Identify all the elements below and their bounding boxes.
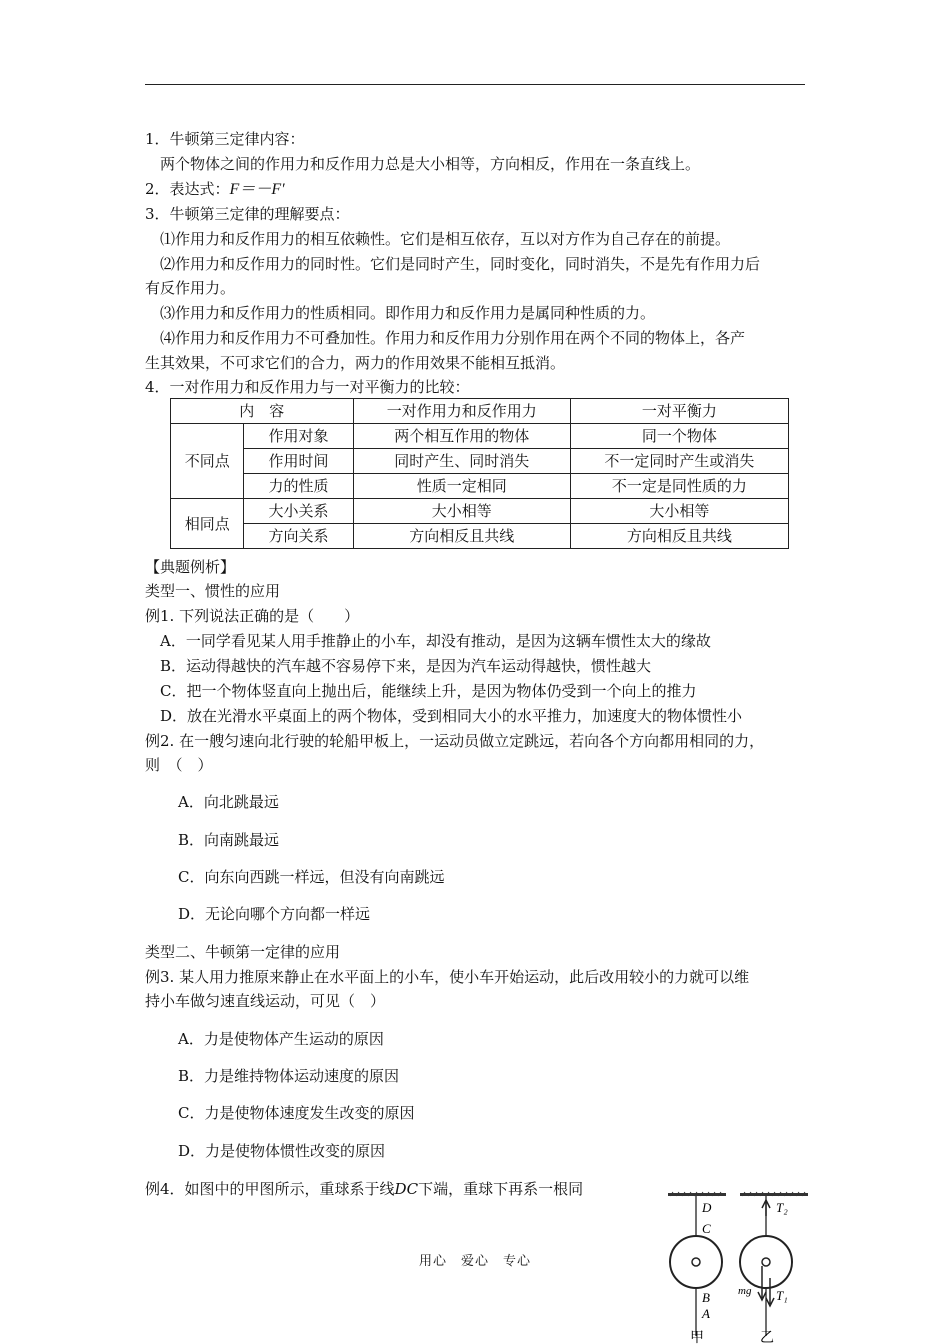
example-1-option-d: D．放在光滑水平桌面上的两个物体，受到相同大小的水平推力，加速度大的物体惯性小 — [160, 707, 743, 725]
point-2-line-1: ⑵作用力和反作用力的同时性。它们是同时产生，同时变化，同时消失，不是先有作用力后 — [160, 255, 761, 273]
example-3-question-line-1: 例3. 某人用力推原来静止在水平面上的小车，使小车开始运动，此后改用较小的力就可以维 — [145, 968, 750, 986]
table-cell: 同时产生、同时消失 — [353, 449, 570, 474]
t1-arrow-icon — [766, 1278, 774, 1306]
table-header-cell: 一对作用力和反作用力 — [353, 399, 570, 424]
ceiling-left — [668, 1192, 726, 1196]
label-c: C — [702, 1221, 711, 1236]
point-1: ⑴作用力和反作用力的相互依赖性。它们是相互依存，互以对方作为自己存在的前提。 — [160, 230, 731, 248]
compare-heading: 4．一对作用力和反作用力与一对平衡力的比较： — [145, 378, 470, 396]
type-1-heading: 类型一、惯性的应用 — [145, 582, 281, 600]
mg-arrow-icon — [758, 1266, 766, 1300]
table-cell: 大小关系 — [244, 499, 353, 524]
table-cell: 同一个物体 — [570, 424, 788, 449]
t2-arrow-icon — [762, 1200, 770, 1216]
example-2-option-d: D．无论向哪个方向都一样远 — [178, 905, 371, 923]
point-3: ⑶作用力和反作用力的性质相同。即作用力和反作用力是属同种性质的力。 — [160, 304, 656, 322]
example-3-option-c: C．力是使物体速度发生改变的原因 — [178, 1104, 415, 1122]
law-heading: 1．牛顿第三定律内容： — [145, 130, 305, 148]
example-3-question-line-2: 持小车做匀速直线运动，可见（ ） — [145, 992, 386, 1010]
table-row — [171, 424, 789, 449]
table-group-diff: 不同点 — [171, 424, 244, 499]
table-header-row — [171, 399, 789, 424]
examples-title: 【典题例析】 — [145, 558, 236, 576]
table-cell: 大小相等 — [353, 499, 570, 524]
example-1-question: 例1. 下列说法正确的是（ ） — [145, 607, 360, 625]
table-cell: 不一定是同性质的力 — [570, 474, 788, 499]
label-b: B — [702, 1290, 710, 1305]
table-row — [171, 449, 789, 474]
example-3-option-a: A．力是使物体产生运动的原因 — [178, 1030, 384, 1048]
example-4-dc: DC — [394, 1180, 419, 1198]
table-cell: 性质一定相同 — [353, 474, 570, 499]
table-row — [171, 499, 789, 524]
law-text: 两个物体之间的作用力和反作用力总是大小相等，方向相反，作用在一条直线上。 — [160, 155, 701, 173]
table-cell: 方向相反且共线 — [353, 524, 570, 549]
expression-line — [145, 178, 285, 201]
caption-right: 乙 — [760, 1330, 774, 1344]
ceiling-right — [740, 1192, 808, 1196]
header-rule — [145, 84, 805, 85]
example-2-option-a: A．向北跳最远 — [178, 793, 279, 811]
point-4-line-1: ⑷作用力和反作用力不可叠加性。作用力和反作用力分别作用在两个不同的物体上，各产 — [160, 329, 746, 347]
point-2-line-2: 有反作用力。 — [145, 279, 236, 297]
table-header-cell: 内 容 — [171, 399, 354, 424]
table-header-cell: 一对平衡力 — [570, 399, 788, 424]
table-cell: 两个相互作用的物体 — [353, 424, 570, 449]
example-1-option-b: B．运动得越快的汽车越不容易停下来，是因为汽车运动得越快，惯性越大 — [160, 657, 652, 675]
example-2-option-c: C．向东向西跳一样远，但没有向南跳远 — [178, 868, 445, 886]
label-t1: T₁ — [776, 1288, 788, 1303]
table-cell: 大小相等 — [570, 499, 788, 524]
table-group-same: 相同点 — [171, 499, 244, 549]
label-a: A — [702, 1306, 710, 1321]
comparison-table — [170, 398, 789, 549]
page-footer: 用心 爱心 专心 — [418, 1254, 531, 1269]
expression-label: 2．表达式： — [145, 180, 230, 198]
example-1-option-a: A．一同学看见某人用手推静止的小车，却没有推动，是因为这辆车惯性太大的缘故 — [160, 632, 711, 650]
example-3-option-d: D．力是使物体惯性改变的原因 — [178, 1142, 386, 1160]
type-2-heading: 类型二、牛顿第一定律的应用 — [145, 943, 341, 961]
caption-left: 甲 — [690, 1330, 704, 1344]
label-d: D — [702, 1200, 712, 1215]
example-4-text-pre: 例4．如图中的甲图所示，重球系于线 — [145, 1180, 395, 1198]
table-cell: 方向相反且共线 — [570, 524, 788, 549]
table-cell: 作用时间 — [244, 449, 353, 474]
table-cell: 作用对象 — [244, 424, 353, 449]
example-4-text-post: 下端，重球下再系一根同 — [418, 1180, 584, 1198]
example-2-question-line-1: 例2. 在一艘匀速向北行驶的轮船甲板上，一运动员做立定跳远，若向各个方向都用相同的力， — [145, 732, 765, 750]
table-row — [171, 524, 789, 549]
example-4-question — [145, 1178, 583, 1200]
expression-formula: F＝－F′ — [229, 181, 285, 198]
label-t2: T₂ — [776, 1200, 788, 1215]
example-2-question-line-2: 则 （ ） — [145, 756, 213, 774]
points-heading: 3．牛顿第三定律的理解要点： — [145, 205, 350, 223]
table-cell: 方向关系 — [244, 524, 353, 549]
example-3-option-b: B．力是维持物体运动速度的原因 — [178, 1067, 400, 1085]
table-cell: 不一定同时产生或消失 — [570, 449, 788, 474]
label-mg: mg — [738, 1285, 752, 1297]
example-2-option-b: B．向南跳最远 — [178, 831, 280, 849]
point-4-line-2: 生其效果，不可求它们的合力，两力的作用效果不能相互抵消。 — [145, 354, 566, 372]
table-row — [171, 474, 789, 499]
table-cell: 力的性质 — [244, 474, 353, 499]
example-1-option-c: C．把一个物体竖直向上抛出后，能继续上升，是因为物体仍受到一个向上的推力 — [160, 682, 697, 700]
